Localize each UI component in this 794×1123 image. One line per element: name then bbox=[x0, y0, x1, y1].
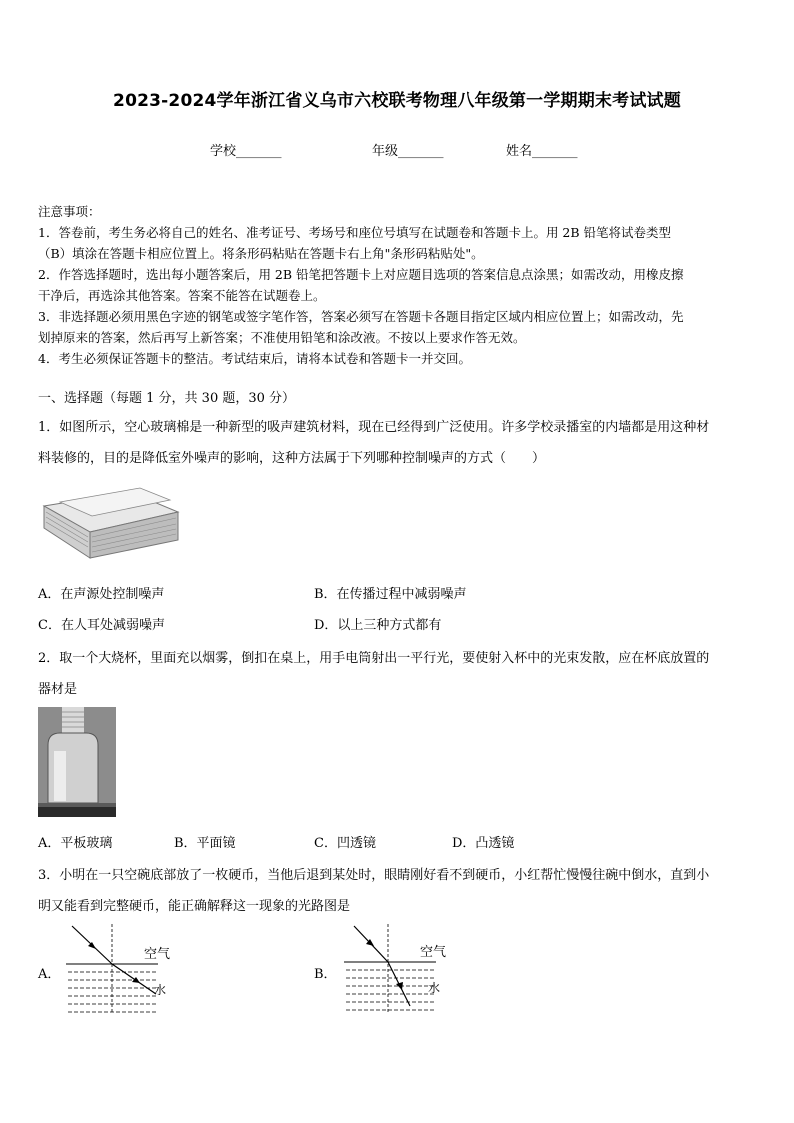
q2-option-b: B．平面镜 bbox=[174, 836, 236, 851]
label-air: 空气 bbox=[144, 947, 171, 962]
notice-line: 1．答卷前，考生务必将自己的姓名、准考证号、考场号和座位号填写在试题卷和答题卡上。用 2B 铅笔将试卷类型 bbox=[38, 225, 672, 240]
page-title: 2023-2024学年浙江省义乌市六校联考物理八年级第一学期期末考试试题 bbox=[113, 91, 681, 111]
notice-line: 划掉原来的答案，然后再写上新答案；不准使用铅笔和涂改液。不按以上要求作答无效。 bbox=[38, 330, 526, 345]
notice-heading: 注意事项： bbox=[38, 204, 101, 219]
school-field: 学校_______ bbox=[210, 144, 282, 159]
q1-option-b: B．在传播过程中减弱噪声 bbox=[314, 587, 467, 602]
q1-option-c: C．在人耳处减弱噪声 bbox=[38, 618, 165, 633]
label-water: 水 bbox=[428, 981, 441, 995]
q3-text: 3．小明在一只空碗底部放了一枚硬币，当他后退到某处时，眼睛刚好看不到硬币，小红帮忙慢慢往碗中倒水，直到小 bbox=[38, 868, 710, 883]
notice-line: 干净后，再选涂其他答案。答案不能答在试题卷上。 bbox=[38, 288, 326, 303]
name-field: 姓名_______ bbox=[506, 144, 578, 159]
q1-option-a: A．在声源处控制噪声 bbox=[38, 587, 165, 602]
glass-wool-image bbox=[40, 484, 180, 564]
q2-option-d: D．凸透镜 bbox=[452, 836, 515, 851]
q2-text: 器材是 bbox=[38, 682, 78, 697]
q3-diagram-b bbox=[340, 922, 460, 1018]
q3-diagram-a bbox=[62, 922, 182, 1018]
notice-line: 3．非选择题必须用黑色字迹的钢笔或签字笔作答，答案必须写在答题卡各题目指定区域内相应位置上；如需改动，先 bbox=[38, 309, 684, 324]
label-water: 水 bbox=[154, 983, 167, 997]
q2-text: 2．取一个大烧杯，里面充以烟雾，倒扣在桌上，用手电筒射出一平行光，要使射入杯中的光束发散，应在杯底放置的 bbox=[38, 651, 710, 666]
notice-line: 4．考生必须保证答题卡的整洁。考试结束后，请将本试卷和答题卡一并交回。 bbox=[38, 351, 471, 366]
q3-option-a: A． bbox=[38, 967, 61, 982]
q3-text: 明又能看到完整硬币，能正确解释这一现象的光路图是 bbox=[38, 899, 351, 914]
q2-option-a: A．平板玻璃 bbox=[38, 836, 113, 851]
grade-field: 年级_______ bbox=[372, 144, 444, 159]
q1-text: 1．如图所示，空心玻璃棉是一种新型的吸声建筑材料，现在已经得到广泛使用。许多学校录播室的内墙都是用这种材 bbox=[38, 420, 710, 435]
q2-option-c: C．凹透镜 bbox=[314, 836, 376, 851]
q3-option-b: B． bbox=[314, 967, 337, 982]
section-heading: 一、选择题（每题 1 分，共 30 题，30 分） bbox=[38, 391, 296, 406]
label-air: 空气 bbox=[420, 945, 447, 960]
q1-option-d: D．以上三种方式都有 bbox=[314, 618, 442, 633]
notice-line: （B）填涂在答题卡相应位置上。将条形码粘贴在答题卡右上角"条形码粘贴处"。 bbox=[38, 246, 484, 261]
q1-text: 料装修的，目的是降低室外噪声的影响，这种方法属于下列哪种控制噪声的方式（ ） bbox=[38, 451, 546, 466]
beaker-image bbox=[38, 707, 116, 817]
notice-line: 2．作答选择题时，选出每小题答案后，用 2B 铅笔把答题卡上对应题目选项的答案信息点涂黑；如需改动，用橡皮擦 bbox=[38, 267, 684, 282]
